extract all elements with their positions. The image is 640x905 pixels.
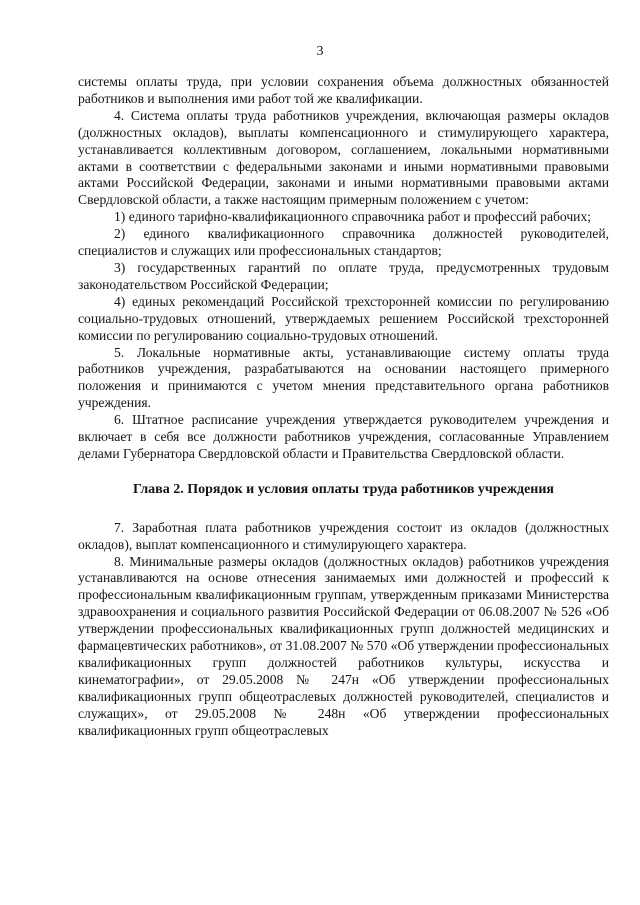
- paragraph-item-4: 4. Система оплаты труда работников учреждения, включающая размеры окладов (должностных окладов), выплаты компенсационного и стимулирующего характера, устанавливается коллективным договором, соглашением, локальными нормативными актами в соответствии с федеральными законами и иными нормативными правовыми актами Российской Федерации, законами и иными нормативными правовыми актами Свердловской области, а также настоящим примерным положением с учетом:: [78, 107, 609, 208]
- paragraph-subitem-1: 1) единого тарифно-квалификационного справочника работ и профессий рабочих;: [114, 209, 592, 225]
- paragraph-item-6: 6. Штатное расписание учреждения утверждается руководителем учреждения и включает в себя все должности работников учреждения, согласованные Управлением делами Губернатора Свердловской области и Правительства Свердловской области.: [78, 412, 609, 461]
- page-number: 3: [316, 44, 324, 59]
- paragraph-subitem-2: 2) единого квалификационного справочника должностей руководителей, специалистов и служащих или профессиональных стандартов;: [78, 226, 609, 259]
- paragraph-0: системы оплаты труда, при условии сохранения объема должностных обязанностей работников и выполнения ими работ той же квалификации.: [78, 74, 609, 106]
- paragraph-item-5: 5. Локальные нормативные акты, устанавливающие систему оплаты труда работников учреждения, разрабатываются на основании настоящего примерного положения и принимаются с учетом мнения представительного органа работников учреждения.: [78, 344, 609, 411]
- paragraph-item-8: 8. Минимальные размеры окладов (должностных окладов) работников учреждения устанавливаются на основе отнесения занимаемых ими должностей и профессий к профессиональным квалификационным группам, утвержденным приказами Министерства здравоохранения и социального развития Российской Федерации от 06.08.2007 № 526 «Об утверждении профессиональных квалификационных групп должностей медицинских и фармацевтических работников», от 31.08.2007 № 570 «Об утверждении профессиональных квалификационных групп должностей работников культуры, искусства и кинематографии», от 29.05.2008 № 247н «Об утверждении профессиональных квалификационных групп общеотраслевых должностей руководителей, специалистов и служащих», от 29.05.2008 № 248н «Об утверждении профессиональных квалификационных групп общеотраслевых: [78, 553, 609, 738]
- document-body: [78, 74, 609, 740]
- paragraph-item-7: 7. Заработная плата работников учреждения состоит из окладов (должностных окладов), выплат компенсационного и стимулирующего характера.: [78, 519, 609, 552]
- paragraph-subitem-3: 3) государственных гарантий по оплате труда, предусмотренных трудовым законодательством Российской Федерации;: [78, 259, 609, 292]
- paragraph-subitem-4: 4) единых рекомендаций Российской трехсторонней комиссии по регулированию социально-трудовых отношений, утверждаемых решением Российской трехсторонней комиссии по регулированию социально-трудовых отношений.: [78, 293, 609, 343]
- chapter-heading: Глава 2. Порядок и условия оплаты труда работников учреждения: [133, 481, 554, 497]
